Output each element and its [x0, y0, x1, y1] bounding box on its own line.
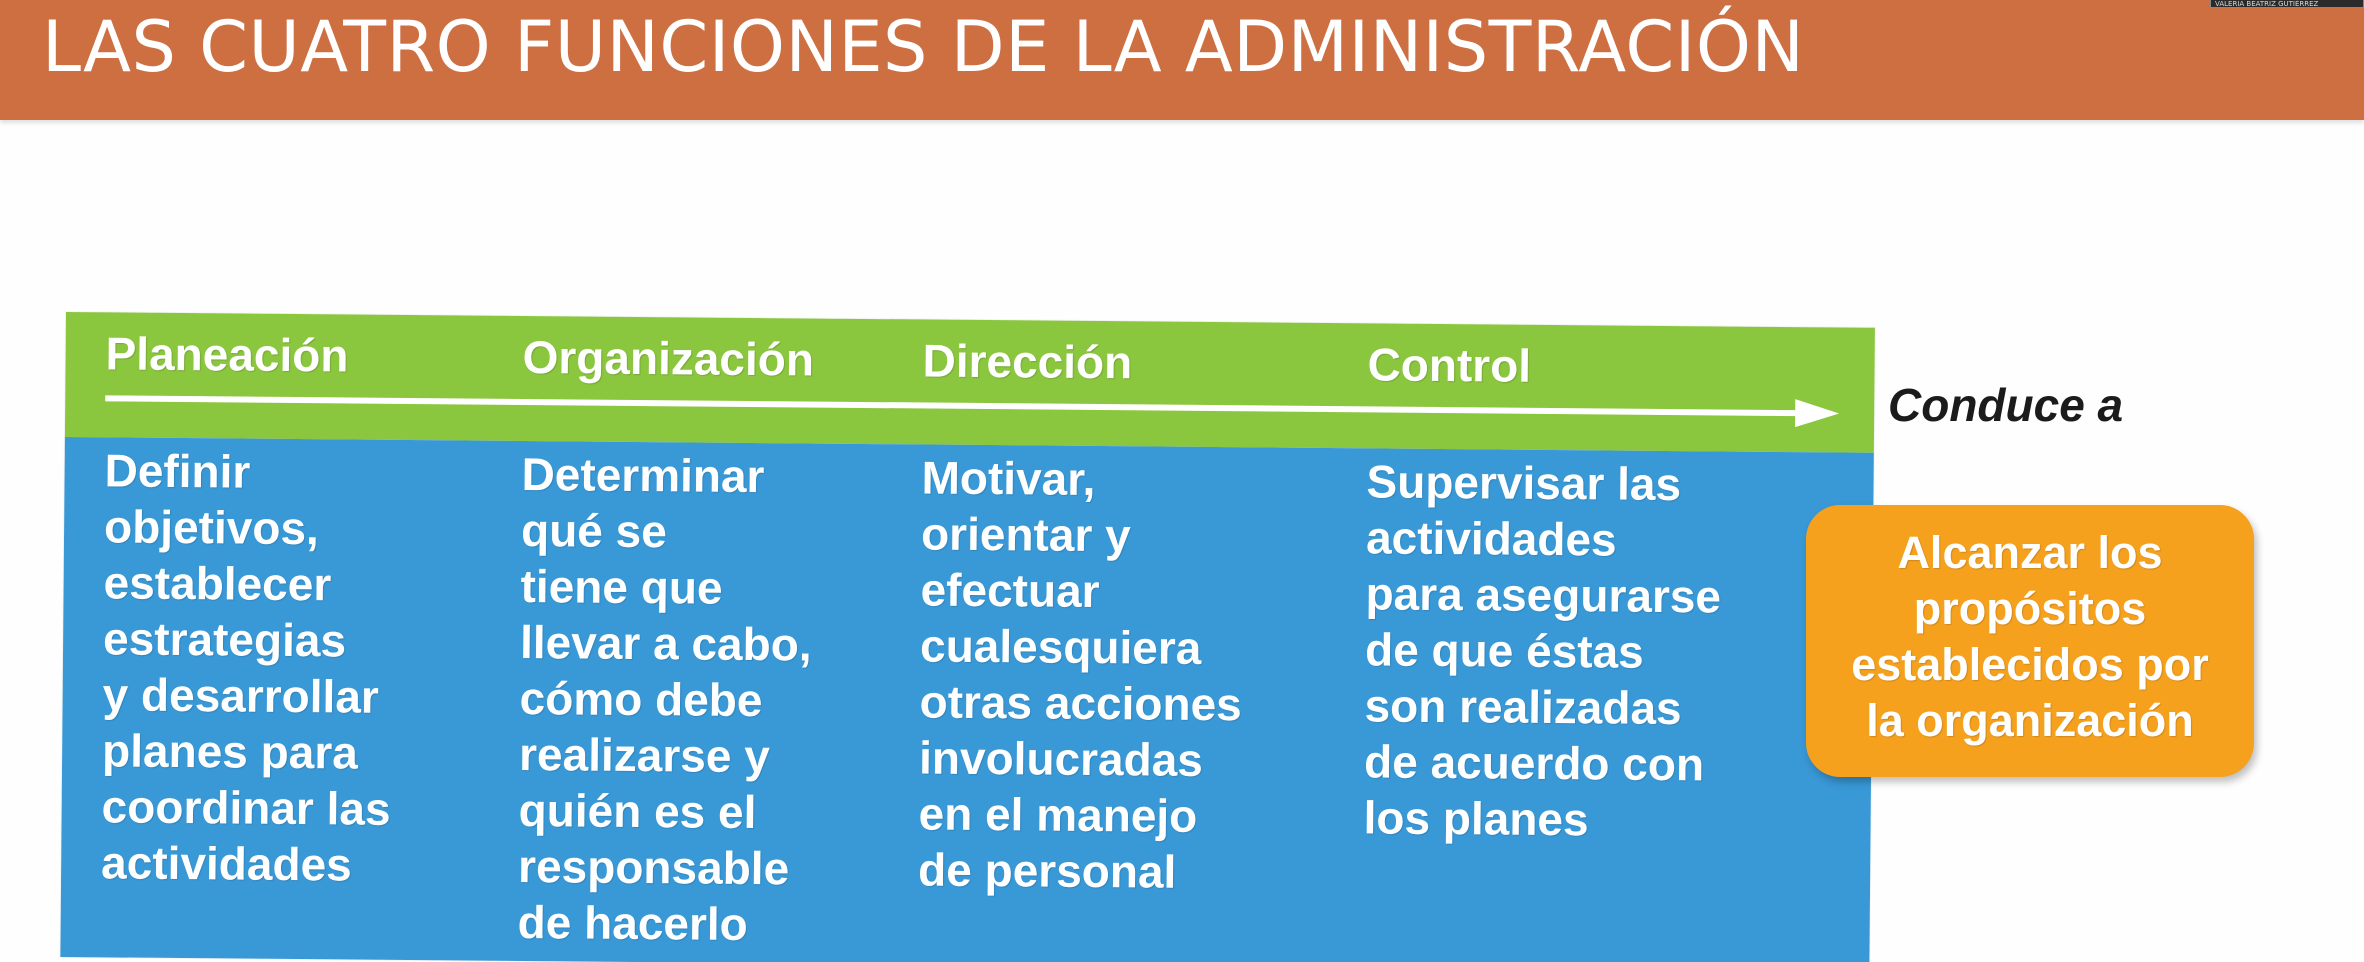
video-thumbnail-overlay: VALERIA BEATRIZ GUTIÉRREZ [2210, 0, 2364, 8]
process-arrow-head-icon [1795, 399, 1839, 427]
outcome-text: Alcanzar los propósitos establecidos por la organización [1851, 527, 2209, 746]
outcome-box [1806, 505, 2254, 777]
stage-description-direccion: Motivar, orientar y efectuar cualesquiera otras acciones involucradas en el manejo de personal [917, 451, 1243, 898]
stage-label-organizacion: Organización [522, 330, 815, 386]
stage-label-planeacion: Planeación [105, 327, 349, 382]
leads-to-label: Conduce a [1888, 379, 2124, 431]
stage-label-control: Control [1367, 338, 1532, 392]
slide-title: LAS CUATRO FUNCIONES DE LA ADMINISTRACIÓN [42, 6, 1805, 88]
stage-description-organizacion: Determinar qué se tiene que llevar a cabo, cómo debe realizarse y quién es el responsable de hacerlo [517, 447, 812, 950]
title-bar [0, 0, 2364, 120]
functions-diagram [60, 312, 1875, 962]
stage-label-direccion: Dirección [922, 334, 1133, 389]
stage-description-planeacion: Definir objetivos, establecer estrategias y desarrollar planes para coordinar las actividades [100, 444, 391, 891]
stage-description-control: Supervisar las actividades para asegurarse de que éstas son realizadas de acuerdo con los planes [1363, 455, 1722, 846]
